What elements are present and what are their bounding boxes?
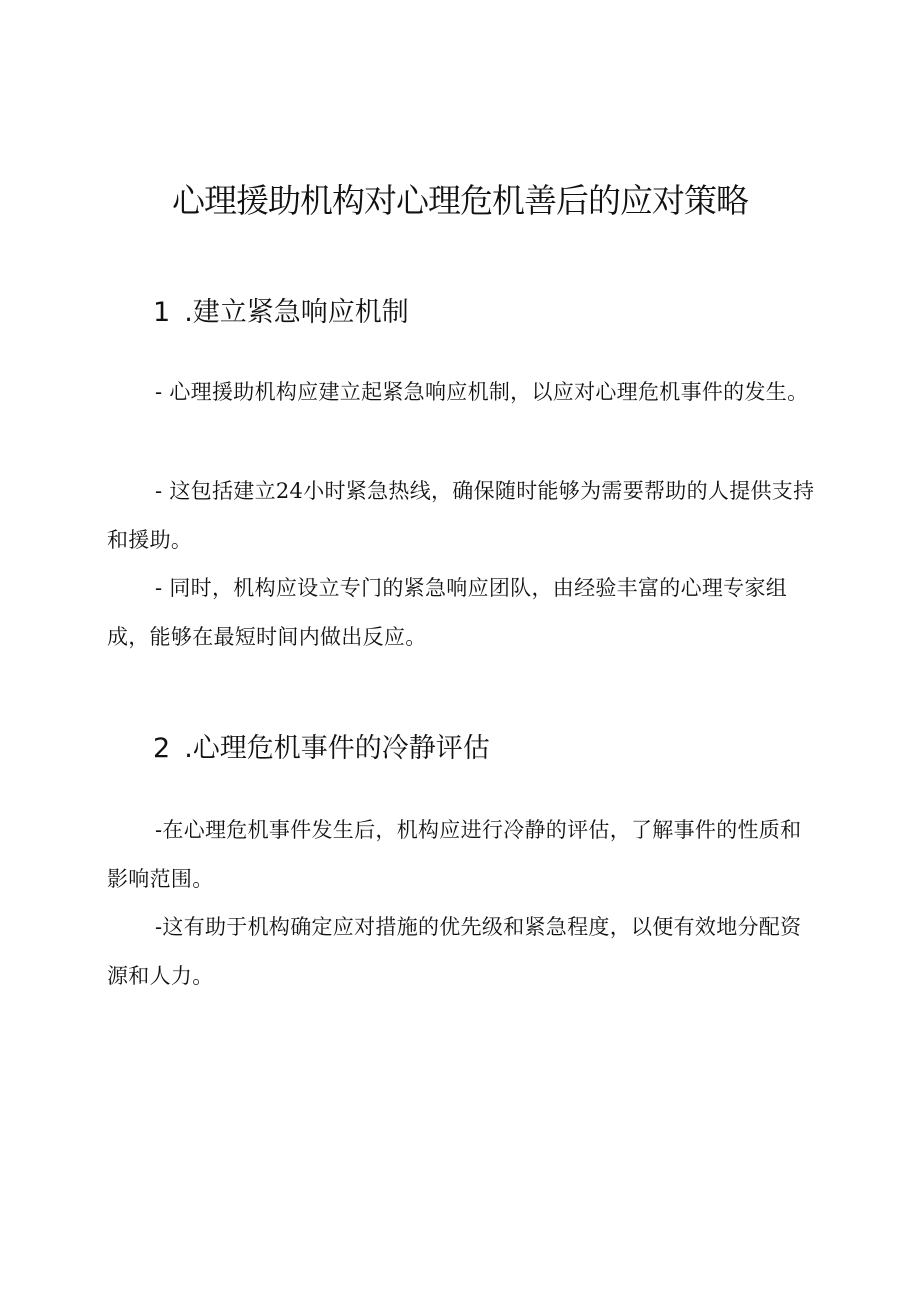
body-paragraph: -在心理危机事件发生后，机构应进行冷静的评估，了解事件的性质和影响范围。 bbox=[107, 818, 802, 891]
section-title: .建立紧急响应机制 bbox=[184, 297, 409, 328]
section-number: 1 bbox=[153, 297, 171, 328]
body-paragraph: - 这包括建立24小时紧急热线，确保随时能够为需要帮助的人提供支持和援助。 bbox=[107, 479, 815, 552]
section-heading bbox=[153, 294, 409, 332]
section-title: .心理危机事件的冷静评估 bbox=[184, 733, 490, 764]
body-paragraph: -这有助于机构确定应对措施的优先级和紧急程度，以便有效地分配资源和人力。 bbox=[107, 915, 802, 988]
body-paragraph: - 同时，机构应设立专门的紧急响应团队，由经验丰富的心理专家组成，能够在最短时间内做出反应。 bbox=[107, 576, 788, 649]
document-title: 心理援助机构对心理危机善后的应对策略 bbox=[172, 181, 748, 220]
section-number: 2 bbox=[153, 733, 171, 764]
section-heading bbox=[153, 730, 490, 768]
body-paragraph: - 心理援助机构应建立起紧急响应机制，以应对心理危机事件的发生。 bbox=[155, 380, 809, 404]
